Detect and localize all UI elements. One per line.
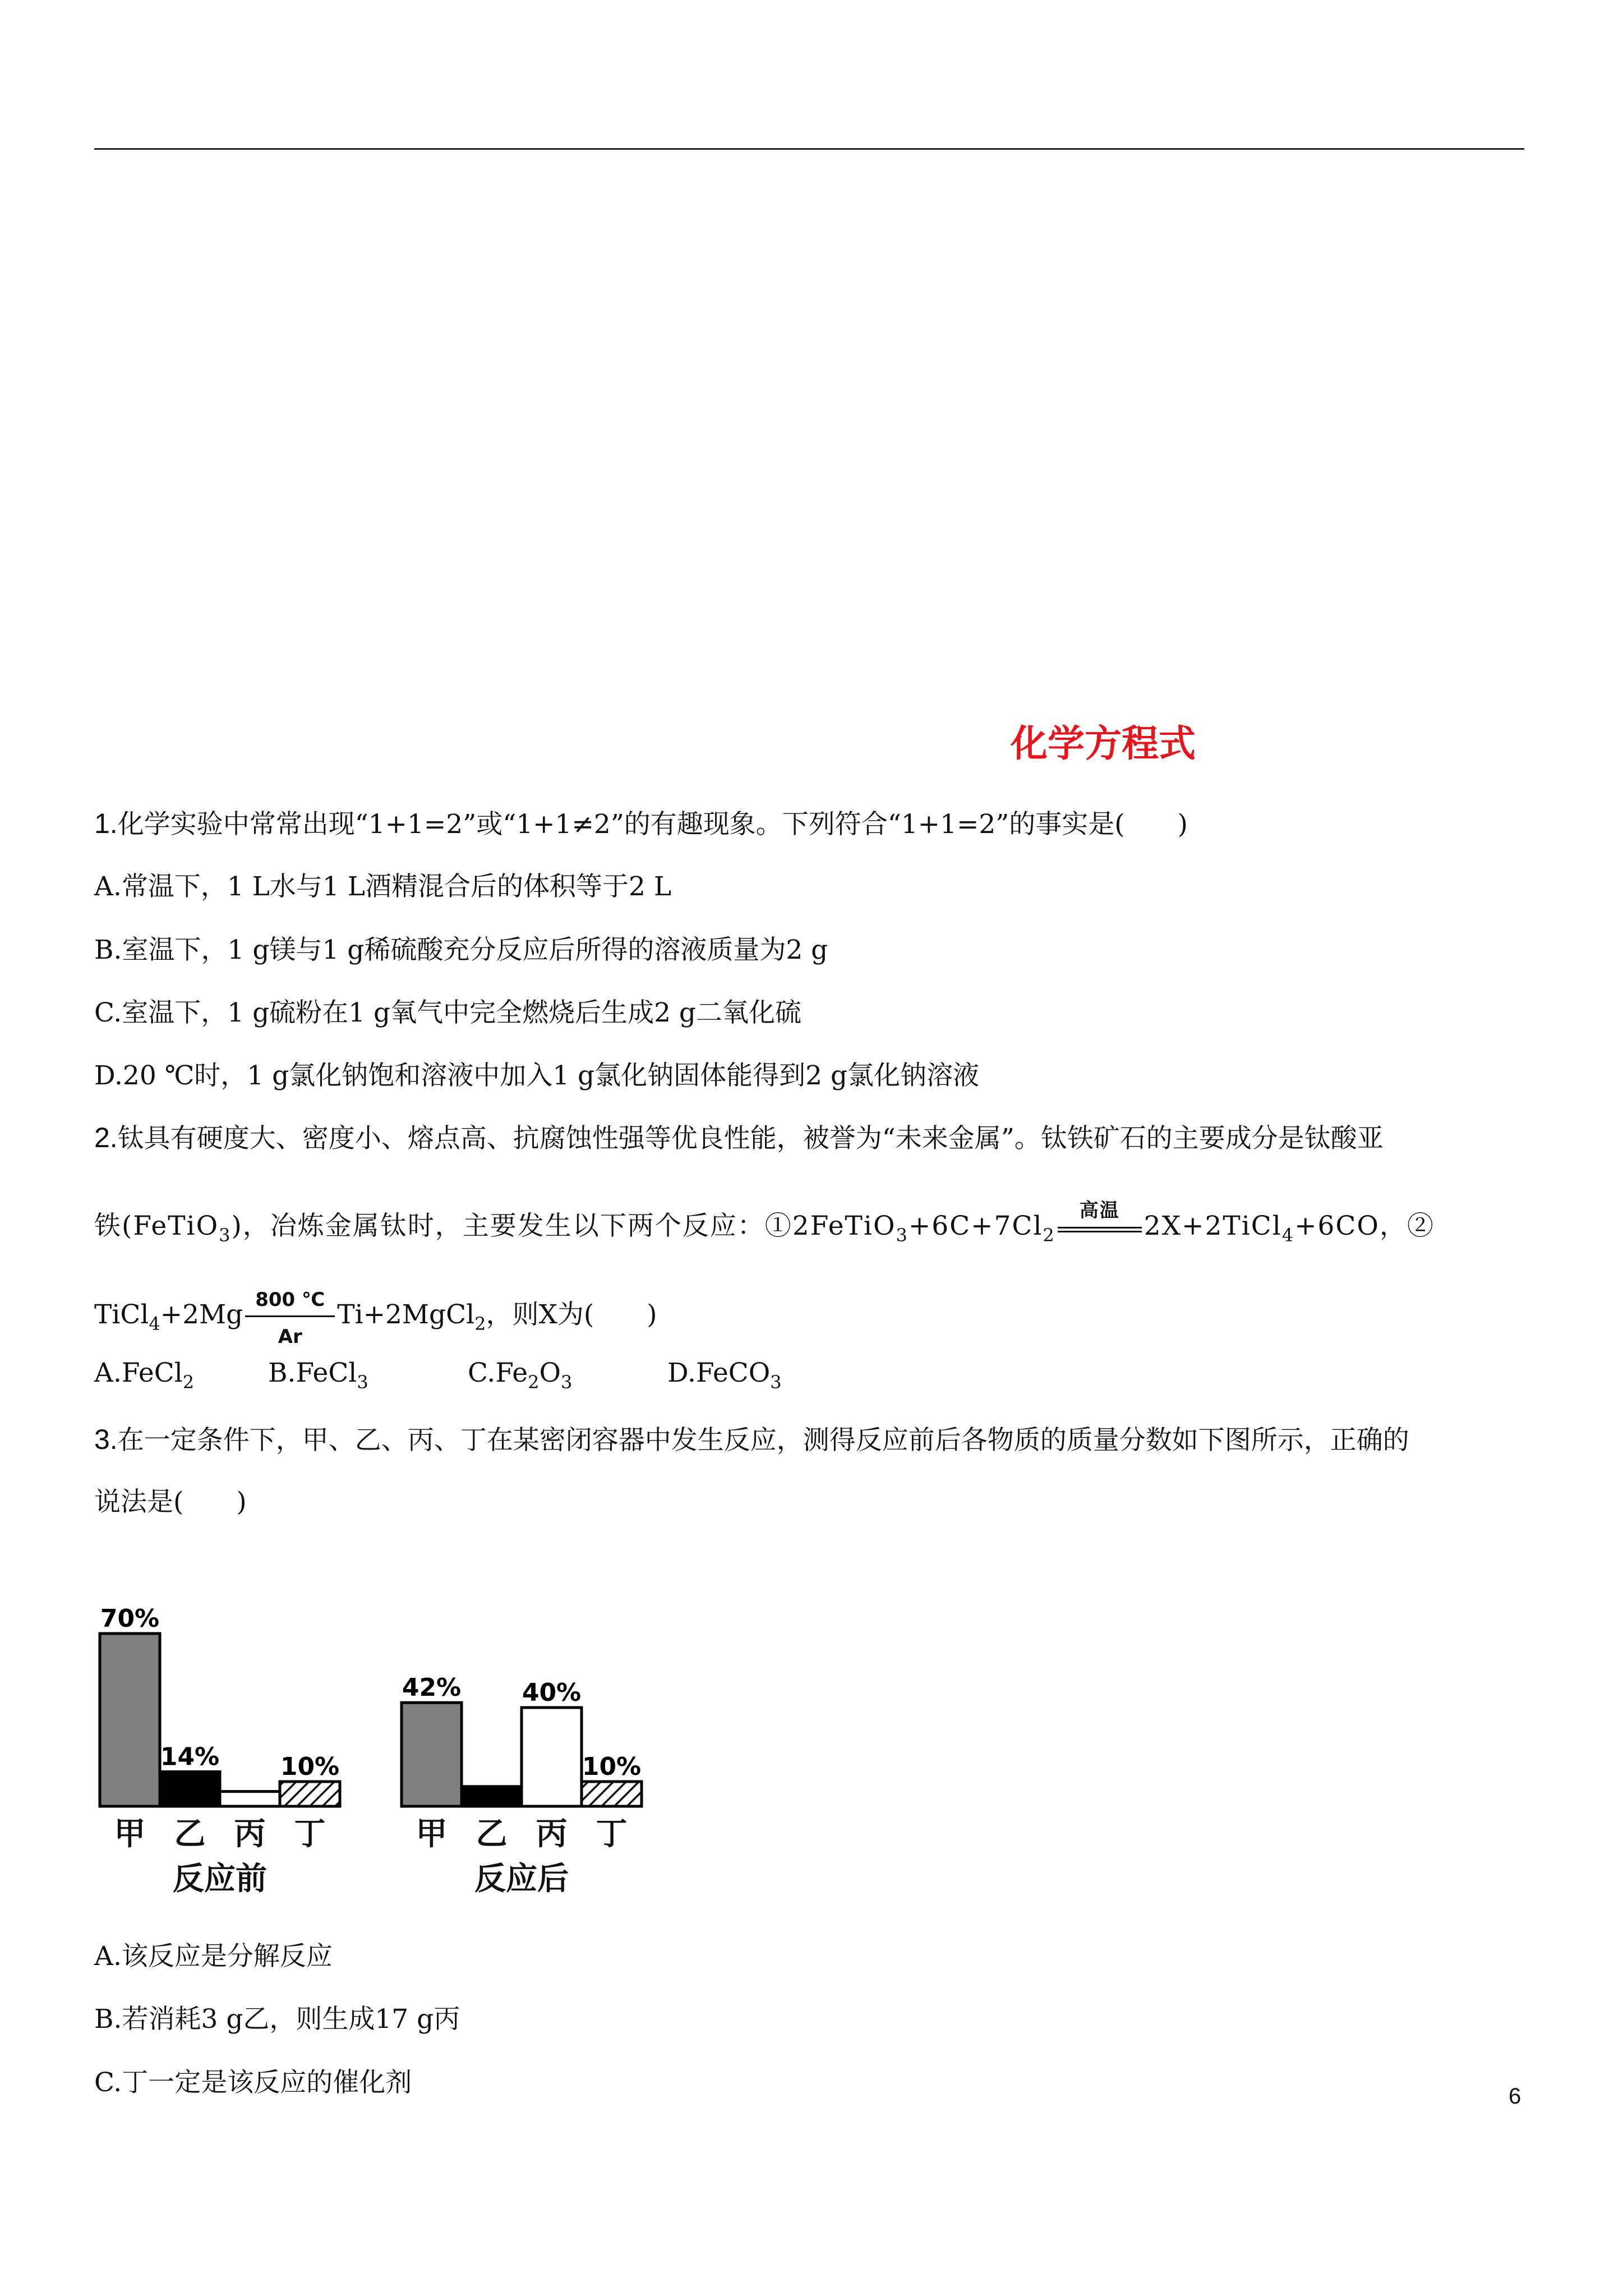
reaction-condition-800c xyxy=(245,1289,335,1348)
subscript: 2 xyxy=(528,1372,540,1393)
data-label: 42% xyxy=(402,1673,462,1703)
q3-option-c: C.丁一定是该反应的催化剂 xyxy=(94,2067,412,2098)
q2-line2-post: 2X+2TiCl xyxy=(1144,1211,1282,1241)
q2-option-c-text: C.Fe xyxy=(468,1358,528,1388)
category-label: 丙 xyxy=(234,1816,266,1852)
q2-line3-post: Ti+2MgCl xyxy=(337,1299,475,1330)
bar-甲 xyxy=(402,1703,462,1806)
equals-bar-bottom xyxy=(1058,1231,1142,1232)
q2-option-a-text: A.FeCl xyxy=(94,1358,183,1388)
subscript: 3 xyxy=(357,1372,368,1393)
q2-line-2 xyxy=(94,1199,1435,1246)
page-title: 化学方程式 xyxy=(1011,722,1196,765)
subscript: 2 xyxy=(474,1313,486,1335)
bar-丁 xyxy=(582,1782,642,1806)
bar-乙 xyxy=(160,1772,220,1806)
q2-line2-mid: )，冶炼金属钛时，主要发生以下两个反应：①2FeTiO xyxy=(231,1211,896,1241)
reaction-condition-high-temp xyxy=(1058,1199,1142,1232)
bar-charts xyxy=(84,1548,701,1913)
q2-option-d-text: D.FeCO xyxy=(667,1358,771,1388)
condition-label: 800 ℃ xyxy=(255,1289,325,1311)
q2-option-b-text: B.FeCl xyxy=(268,1358,357,1388)
bar-丙 xyxy=(522,1708,582,1806)
subscript: 2 xyxy=(1043,1225,1055,1246)
data-label: 40% xyxy=(522,1678,582,1707)
category-label: 乙 xyxy=(476,1816,508,1852)
equals-bar-top xyxy=(1058,1227,1142,1228)
bar-丙 xyxy=(220,1792,280,1806)
condition-bar xyxy=(245,1315,335,1317)
q2-number: 2. xyxy=(94,1122,118,1153)
q3-line-1-text: 在一定条件下，甲、乙、丙、丁在某密闭容器中发生反应，测得反应前后各物质的质量分数如下图所示，正确的 xyxy=(117,1425,1409,1456)
q2-option-c xyxy=(468,1358,667,1393)
data-label: 10% xyxy=(280,1752,340,1781)
q2-line2-end: +6CO，② xyxy=(1294,1211,1435,1241)
category-label: 甲 xyxy=(416,1816,448,1852)
bar-乙 xyxy=(462,1787,522,1806)
q3-line-1 xyxy=(94,1419,1409,1457)
category-label: 丙 xyxy=(536,1816,568,1852)
q1-option-d: D.20 ℃时，1 g氯化钠饱和溶液中加入1 g氯化钠固体能得到2 g氯化钠溶液 xyxy=(94,1060,980,1091)
q3-number: 3. xyxy=(94,1424,118,1455)
category-label: 乙 xyxy=(174,1816,206,1852)
data-label: 14% xyxy=(160,1742,220,1772)
q1-stem-text: 化学实验中常常出现“1+1=2”或“1+1≠2”的有趣现象。下列符合“1+1=2”的事实是( ) xyxy=(117,809,1188,840)
q1-option-c: C.室温下，1 g硫粉在1 g氧气中完全燃烧后生成2 g二氧化硫 xyxy=(94,997,802,1028)
subscript: 3 xyxy=(219,1225,232,1246)
chart-title: 反应前 xyxy=(173,1861,267,1897)
q3-line-2: 说法是( ) xyxy=(94,1487,247,1517)
q1-option-b: B.室温下，1 g镁与1 g稀硫酸充分反应后所得的溶液质量为2 g xyxy=(94,935,828,965)
q2-line-3 xyxy=(94,1289,657,1348)
q2-line3-pre: TiCl xyxy=(94,1299,149,1330)
q2-option-d xyxy=(667,1358,782,1393)
q2-line2-eq: +6C+7Cl xyxy=(908,1211,1043,1241)
data-label: 10% xyxy=(582,1752,642,1781)
q1-stem xyxy=(94,803,1188,841)
condition-gas: Ar xyxy=(278,1326,302,1348)
header-rule xyxy=(94,148,1524,150)
bar-甲 xyxy=(100,1634,160,1806)
chart-title: 反应后 xyxy=(474,1861,569,1897)
category-label: 甲 xyxy=(114,1816,146,1852)
q2-line2-pre: 铁(FeTiO xyxy=(94,1211,219,1241)
subscript: 2 xyxy=(182,1372,195,1393)
q2-line-1-text: 钛具有硬度大、密度小、熔点高、抗腐蚀性强等优良性能，被誉为“未来金属”。钛铁矿石的主要成分是钛酸亚 xyxy=(117,1123,1384,1154)
subscript: 4 xyxy=(149,1313,160,1335)
page-number: 6 xyxy=(1509,2084,1521,2109)
condition-label: 高温 xyxy=(1079,1199,1120,1222)
q2-options xyxy=(94,1358,782,1393)
category-label: 丁 xyxy=(596,1816,628,1852)
subscript: 4 xyxy=(1281,1225,1295,1246)
q1-option-a: A.常温下，1 L水与1 L酒精混合后的体积等于2 L xyxy=(94,871,672,902)
chart-after-reaction xyxy=(402,1673,642,1897)
q1-number: 1. xyxy=(94,808,118,839)
q2-option-b xyxy=(268,1358,468,1393)
q2-option-a xyxy=(94,1358,268,1393)
subscript: 3 xyxy=(561,1372,573,1393)
q2-option-c-text-2: O xyxy=(539,1358,561,1388)
subscript: 3 xyxy=(896,1225,909,1246)
chart-before-reaction xyxy=(100,1604,340,1897)
q2-line3-mid: +2Mg xyxy=(160,1299,243,1330)
subscript: 3 xyxy=(770,1372,782,1393)
category-label: 丁 xyxy=(294,1816,326,1852)
q3-option-b: B.若消耗3 g乙，则生成17 g丙 xyxy=(94,2004,460,2035)
bar-丁 xyxy=(280,1782,340,1806)
q3-option-a: A.该反应是分解反应 xyxy=(94,1941,333,1972)
q2-line-1 xyxy=(94,1117,1384,1155)
q2-line3-end: ，则X为( ) xyxy=(486,1299,657,1330)
data-label: 70% xyxy=(100,1604,160,1633)
